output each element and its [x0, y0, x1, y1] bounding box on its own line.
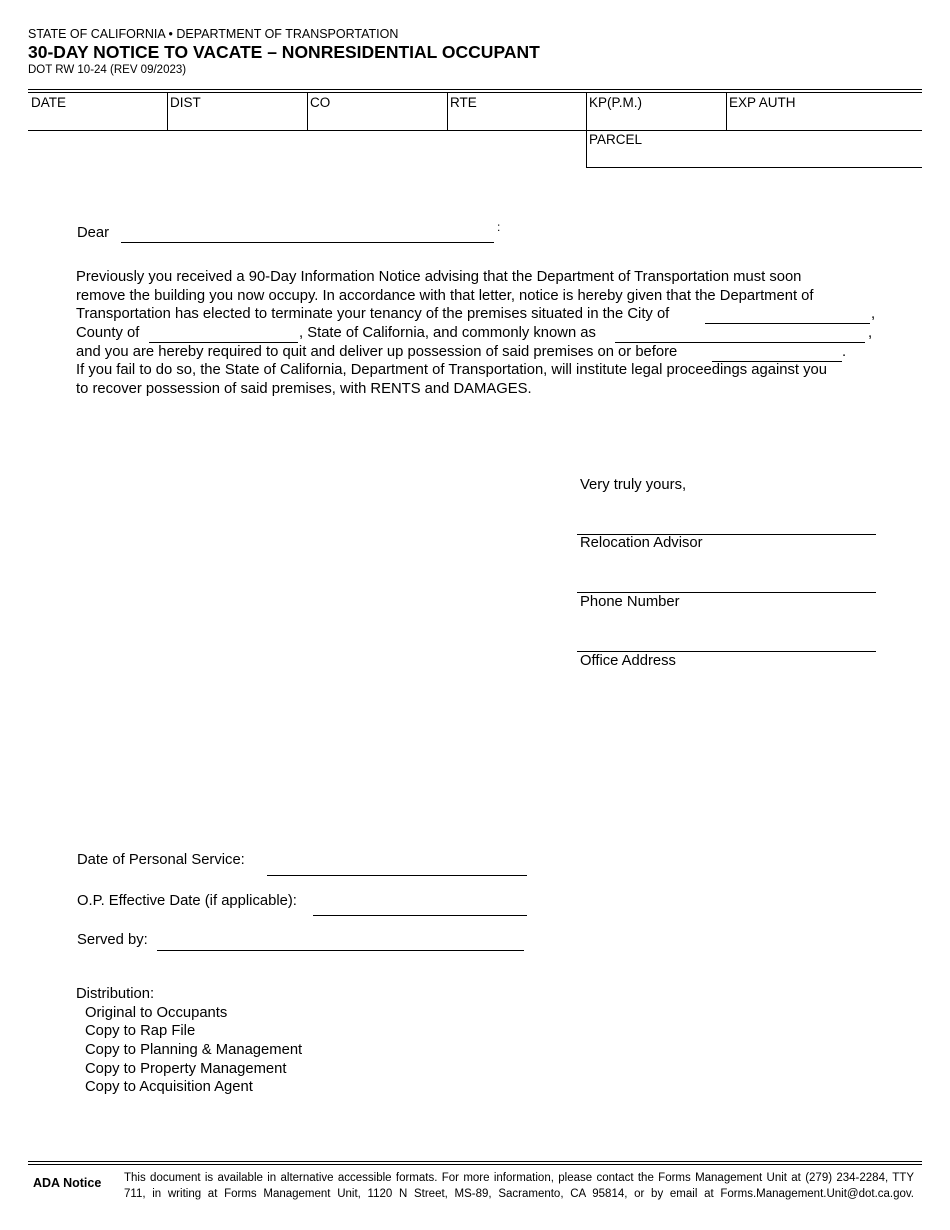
rte-label: RTE: [450, 95, 477, 110]
body-line-4-known-as: , State of California, and commonly known as: [299, 325, 596, 341]
grid-bottom-rule: [28, 130, 922, 131]
phone-number-field[interactable]: [577, 592, 876, 593]
known-as-comma: ,: [868, 325, 873, 341]
served-by-field[interactable]: [157, 936, 524, 951]
body-line-2: remove the building you now occupy. In accordance with that letter, notice is hereby given that the Department of: [76, 288, 814, 304]
grid-divider-1: [167, 92, 168, 130]
body-line-3: Transportation has elected to terminate your tenancy of the premises situated in the City of: [76, 306, 670, 322]
ada-notice-text: This document is available in alternative accessible formats. For more information, please contact the Forms Management Unit at (279) 234-2284, TTY 711, in writing at Forms Management Unit, 1120 N Street, MS-89, Sacramento, CA 95814, or by email at Forms.Management.Unit@dot.ca.gov.: [124, 1172, 914, 1200]
date-of-personal-service-field[interactable]: [267, 861, 527, 876]
phone-number-label: Phone Number: [580, 594, 680, 610]
body-line-7: to recover possession of said premises, with RENTS and DAMAGES.: [76, 381, 532, 397]
exp-auth-field[interactable]: [729, 95, 796, 110]
body-line-6: If you fail to do so, the State of California, Department of Transportation, will institute legal proceedings against you: [76, 362, 827, 378]
distribution-item: Copy to Property Management: [85, 1061, 287, 1077]
county-field[interactable]: [149, 328, 298, 343]
body-line-5: and you are hereby required to quit and deliver up possession of said premises on or before: [76, 344, 678, 360]
exp-auth-label: EXP AUTH: [729, 95, 796, 110]
form-number: DOT RW 10-24 (REV 09/2023): [28, 64, 187, 76]
co-field[interactable]: [310, 95, 330, 110]
parcel-bottom-rule: [586, 167, 922, 168]
office-address-field[interactable]: [577, 651, 876, 652]
op-effective-date-label: O.P. Effective Date (if applicable):: [77, 893, 297, 909]
distribution-item: Copy to Rap File: [85, 1023, 196, 1039]
op-effective-date-field[interactable]: [313, 901, 527, 916]
salutation: Dear: [77, 225, 110, 241]
date-label: DATE: [31, 95, 67, 110]
body-line-4-county: County of: [76, 325, 140, 341]
footer-rule-1: [28, 1161, 922, 1162]
city-comma: ,: [871, 306, 876, 322]
grid-divider-5: [726, 92, 727, 130]
vacate-date-period: .: [842, 344, 847, 360]
distribution-item: Original to Occupants: [85, 1005, 228, 1021]
parcel-field[interactable]: [589, 132, 642, 147]
addressee-field[interactable]: [121, 228, 494, 243]
rte-field[interactable]: [450, 95, 477, 110]
office-address-label: Office Address: [580, 653, 676, 669]
co-label: CO: [310, 95, 331, 110]
grid-divider-3: [447, 92, 448, 130]
distribution-item: Copy to Acquisition Agent: [85, 1079, 253, 1095]
grid-divider-4: [586, 92, 587, 168]
distribution-title: Distribution:: [76, 986, 155, 1002]
kp-label: KP(P.M.): [589, 95, 643, 110]
vacate-date-field[interactable]: [712, 347, 842, 362]
footer-rule-2: [28, 1164, 922, 1165]
dist-field[interactable]: [170, 95, 201, 110]
agency-name: STATE OF CALIFORNIA • DEPARTMENT OF TRANSPORTATION: [28, 27, 399, 41]
grid-top-rule-2: [28, 92, 922, 93]
city-field[interactable]: [705, 309, 870, 324]
ada-notice-title: ADA Notice: [33, 1176, 102, 1190]
body-line-1: Previously you received a 90-Day Information Notice advising that the Department of Transportation must soon: [76, 269, 802, 285]
known-as-field[interactable]: [615, 328, 865, 343]
grid-top-rule-1: [28, 89, 922, 90]
relocation-advisor-label: Relocation Advisor: [580, 535, 703, 551]
closing: Very truly yours,: [580, 477, 687, 493]
parcel-label: PARCEL: [589, 132, 643, 147]
salutation-colon: :: [497, 220, 501, 234]
dist-label: DIST: [170, 95, 201, 110]
grid-divider-2: [307, 92, 308, 130]
form-title: 30-DAY NOTICE TO VACATE – NONRESIDENTIAL OCCUPANT: [28, 42, 540, 62]
kp-field[interactable]: [589, 95, 642, 110]
served-by-label: Served by:: [77, 932, 148, 948]
date-of-personal-service-label: Date of Personal Service:: [77, 852, 245, 868]
distribution-item: Copy to Planning & Management: [85, 1042, 303, 1058]
date-field[interactable]: [31, 95, 66, 110]
